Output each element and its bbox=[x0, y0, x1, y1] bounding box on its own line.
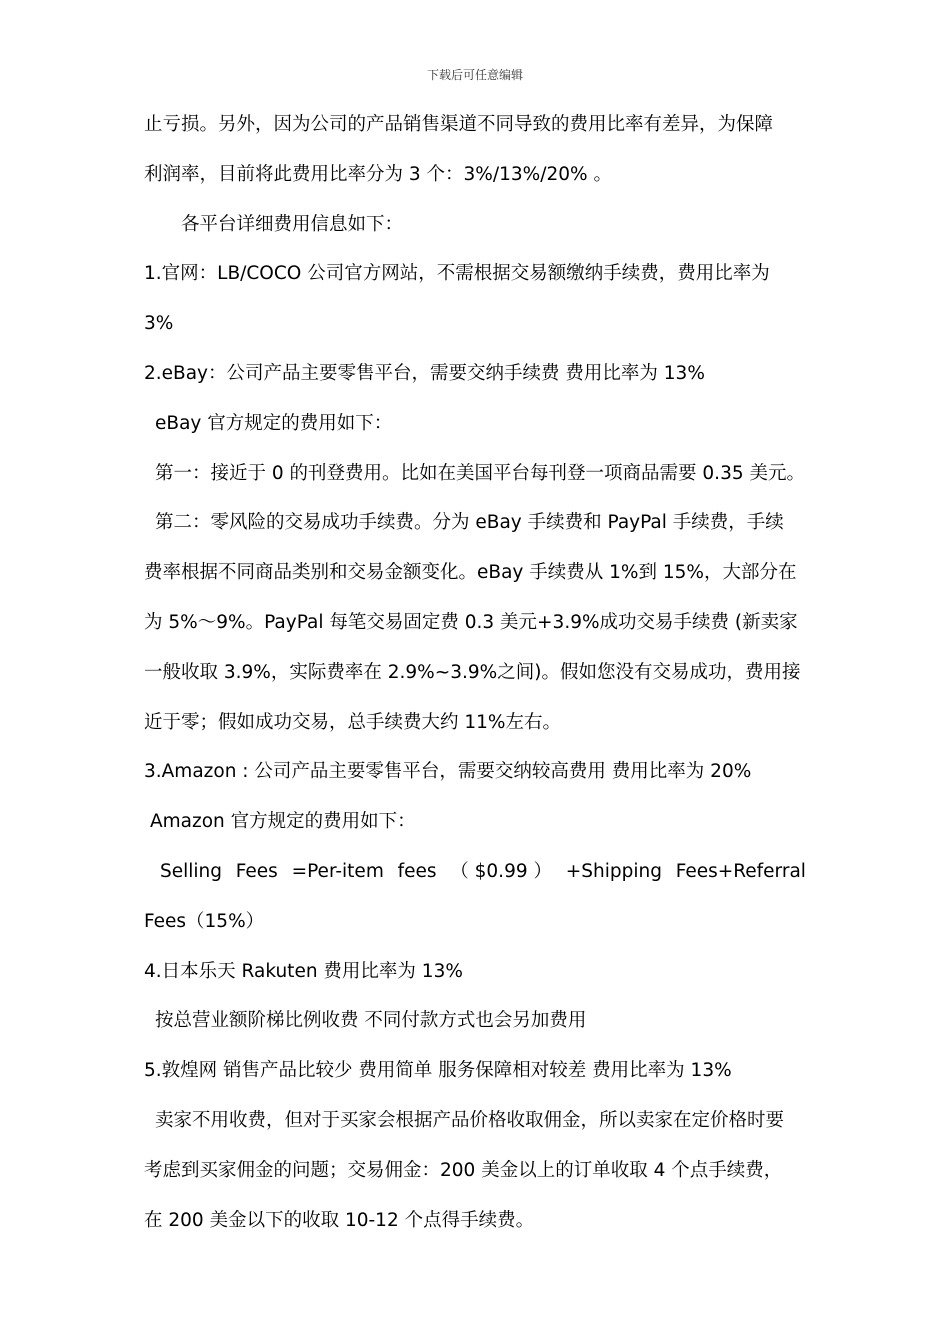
platform-ebay: 2.eBay：公司产品主要零售平台，需要交纳手续费 费用比率为 13% bbox=[144, 362, 705, 384]
text-line: 止亏损。另外，因为公司的产品销售渠道不同导致的费用比率有差异，为保障 bbox=[144, 114, 774, 135]
amazon-fees-heading: Amazon 官方规定的费用如下： bbox=[150, 811, 416, 833]
page-header: 下载后可任意编辑 bbox=[426, 68, 523, 82]
formula-part: fees bbox=[397, 860, 437, 882]
text-line: 为 5%～9%。PayPal 每笔交易固定费 0.3 美元+3.9%成功交易手续费 (新卖家 bbox=[144, 611, 798, 633]
ebay-fees-heading: eBay 官方规定的费用如下： bbox=[155, 412, 393, 434]
dhgate-fee-detail: 卖家不用收费，但对于买家会根据产品价格收取佣金，所以卖家在定价格时要 bbox=[155, 1109, 785, 1131]
text-line: 考虑到买家佣金的问题；交易佣金：200 美金以上的订单收取 4 个点手续费， bbox=[144, 1159, 783, 1181]
ebay-fee-first: 第一：接近于 0 的刊登费用。比如在美国平台每刊登一项商品需要 0.35 美元。 bbox=[155, 462, 805, 484]
text-line: 3% bbox=[144, 313, 174, 335]
text-line: 费率根据不同商品类别和交易金额变化。eBay 手续费从 1%到 15%，大部分在 bbox=[144, 562, 797, 584]
rakuten-fee-detail: 按总营业额阶梯比例收费 不同付款方式也会另加费用 bbox=[155, 1010, 587, 1032]
formula-part: （ $0.99 ） bbox=[450, 860, 552, 882]
formula-part: Fees bbox=[235, 860, 278, 882]
document-body bbox=[144, 100, 806, 1245]
platform-amazon: 3.Amazon : 公司产品主要零售平台，需要交纳较高费用 费用比率为 20% bbox=[144, 761, 752, 783]
text-line: 近于零；假如成功交易，总手续费大约 11%左右。 bbox=[144, 711, 562, 733]
amazon-fee-formula bbox=[144, 847, 806, 897]
text-line: Fees（15%） bbox=[144, 910, 265, 932]
section-intro: 各平台详细费用信息如下： bbox=[181, 213, 404, 235]
formula-part: Selling bbox=[160, 860, 223, 882]
text-line: 在 200 美金以下的收取 10-12 个点得手续费。 bbox=[144, 1209, 535, 1231]
platform-dhgate: 5.敦煌网 销售产品比较少 费用简单 服务保障相对较差 费用比率为 13% bbox=[144, 1060, 732, 1082]
formula-part: +Shipping bbox=[565, 860, 662, 882]
platform-official-site: 1.官网：LB/COCO 公司官方网站，不需根据交易额缴纳手续费，费用比率为 bbox=[144, 263, 770, 285]
text-line: 一般收取 3.9%，实际费率在 2.9%~3.9%之间)。假如您没有交易成功，费用接 bbox=[144, 661, 801, 683]
text-line: 利润率，目前将此费用比率分为 3 个：3%/13%/20% 。 bbox=[144, 163, 612, 185]
platform-rakuten: 4.日本乐天 Rakuten 费用比率为 13% bbox=[144, 960, 463, 982]
formula-part: Fees+Referral bbox=[675, 860, 806, 882]
ebay-fee-second: 第二：零风险的交易成功手续费。分为 eBay 手续费和 PayPal 手续费，手续 bbox=[155, 512, 784, 534]
formula-part: =Per-item bbox=[291, 860, 384, 882]
